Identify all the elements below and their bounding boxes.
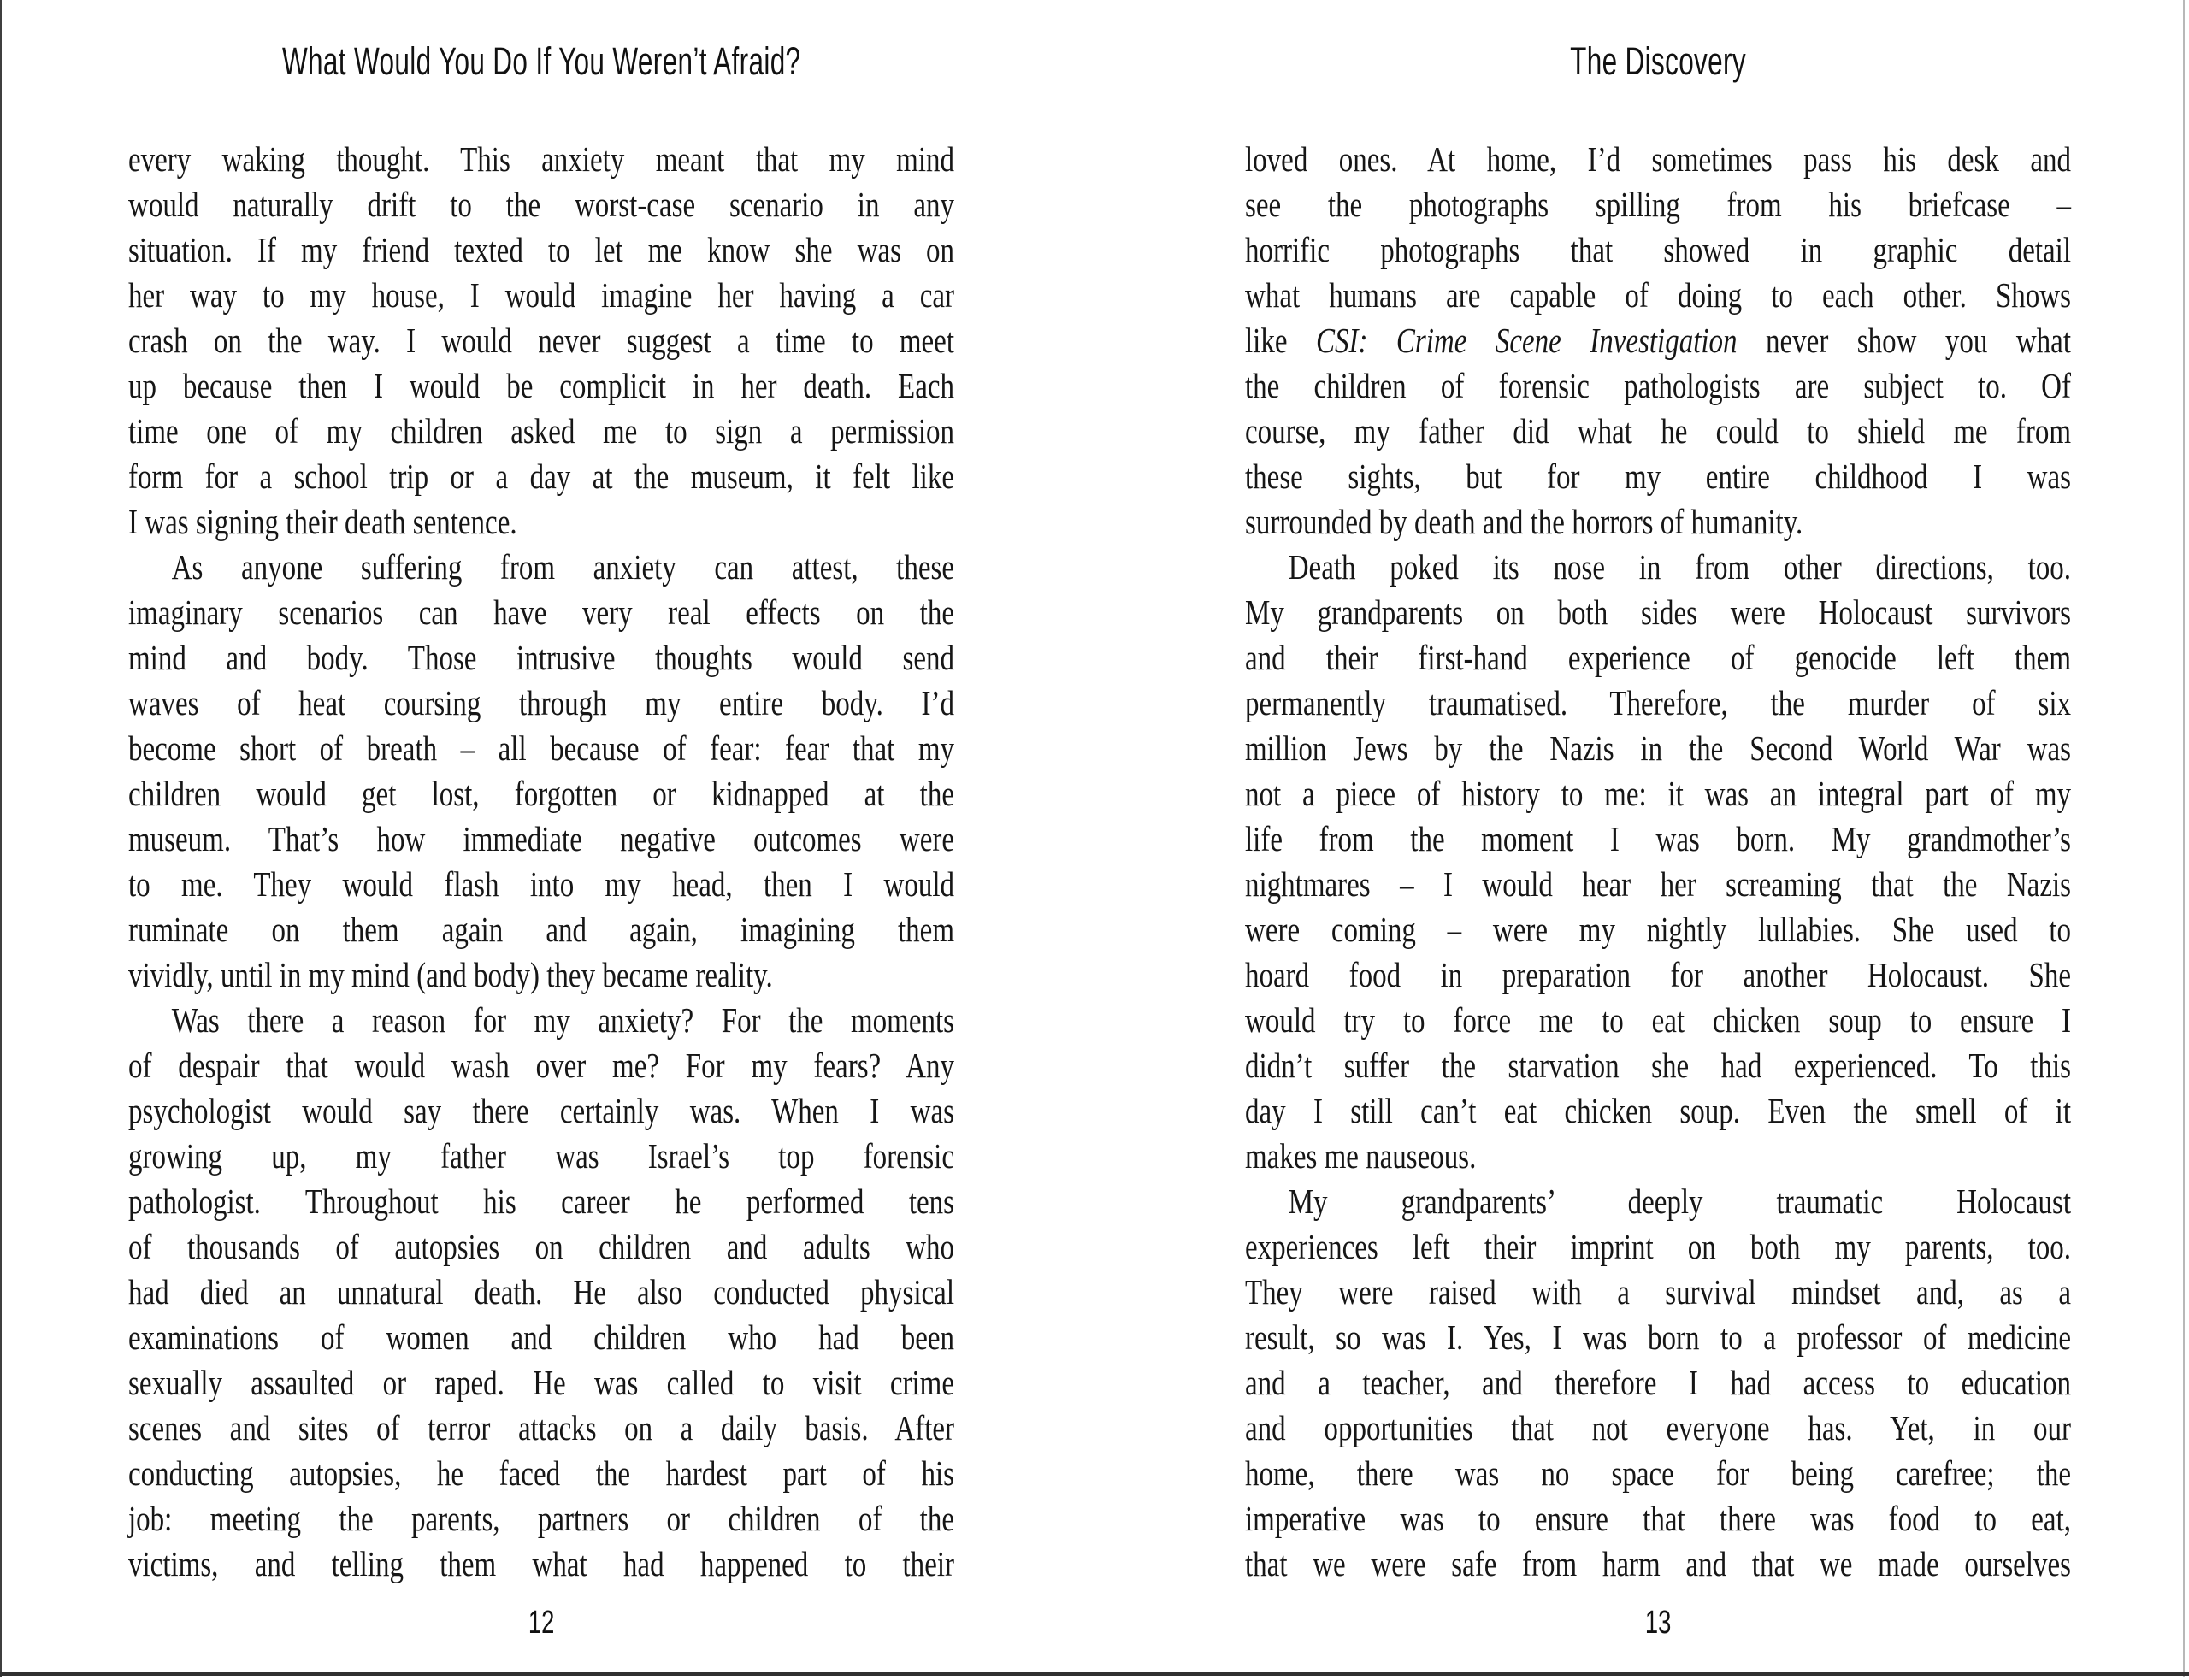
text-line: to me. They would flash into my head, then I would [128, 864, 954, 904]
text-line: would naturally drift to the worst-case scenario in any [128, 185, 954, 224]
text-line: the children of forensic pathologists are subject to. Of [1245, 366, 2071, 405]
text-line: conducting autopsies, he faced the hardest part of his [128, 1453, 954, 1493]
text-line: sexually assaulted or raped. He was called to visit crime [128, 1363, 954, 1402]
text-line: My grandparents’ deeply traumatic Holocaust [1288, 1182, 2071, 1221]
text-line: psychologist would say there certainly was. When I was [128, 1091, 954, 1130]
text-line: time one of my children asked me to sign a permission [128, 411, 954, 451]
text-line: As anyone suffering from anxiety can attest, these [171, 547, 955, 587]
text-line: I was signing their death sentence. [128, 502, 517, 541]
text-line: permanently traumatised. Therefore, the murder of six [1245, 683, 2071, 722]
text-line: had died an unnatural death. He also conducted physical [128, 1272, 954, 1312]
text-line: and a teacher, and therefore I had access to education [1245, 1363, 2071, 1402]
text-line: makes me nauseous. [1245, 1136, 1477, 1176]
text-line: pathologist. Throughout his career he performed tens [128, 1182, 954, 1221]
text-line: horrific photographs that showed in graphic detail [1245, 230, 2071, 269]
text-line: victims, and telling them what had happened to their [128, 1544, 954, 1583]
text-line: what humans are capable of doing to each other. Shows [1245, 275, 2071, 315]
text-line: hoard food in preparation for another Holocaust. She [1245, 955, 2071, 994]
text-line: life from the moment I was born. My grandmother’s [1245, 819, 2071, 858]
text-line: up because then I would be complicit in her death. Each [128, 366, 954, 405]
running-header-left-text: What Would You Do If You Weren’t Afraid? [281, 39, 801, 83]
text-line: form for a school trip or a day at the museum, it felt like [128, 457, 954, 496]
text-line: were coming – were my nightly lullabies. She used to [1245, 910, 2071, 949]
text-line: Death poked its nose in from other directions, too. [1288, 547, 2071, 587]
text-line: scenes and sites of terror attacks on a daily basis. After [128, 1408, 954, 1447]
text-line: not a piece of history to me: it was an integral part of my [1245, 774, 2071, 813]
text-line: every waking thought. This anxiety meant that my mind [128, 139, 954, 179]
page-number-right [1245, 1604, 2071, 1642]
text-line: imperative was to ensure that there was food to eat, [1245, 1499, 2071, 1538]
page-number-left-text: 12 [528, 1605, 555, 1641]
body-text-right [1245, 137, 2071, 1587]
text-line: vividly, until in my mind (and body) they became reality. [128, 955, 773, 994]
text-line: of thousands of autopsies on children and adults who [128, 1227, 954, 1266]
running-header-right-text: The Discovery [1570, 39, 1746, 83]
page-edge-left [0, 0, 2, 1677]
text-line: course, my father did what he could to shield me from [1245, 411, 2071, 451]
text-line: job: meeting the parents, partners or children of the [128, 1499, 954, 1538]
text-line: Was there a reason for my anxiety? For the moments [171, 1000, 955, 1040]
text-line: crash on the way. I would never suggest a time to meet [128, 321, 954, 360]
text-line: loved ones. At home, I’d sometimes pass his desk and [1245, 139, 2071, 179]
text-line: children would get lost, forgotten or kidnapped at the [128, 774, 954, 813]
text-line: didn’t suffer the starvation she had experienced. To this [1245, 1046, 2071, 1085]
text-line: ruminate on them again and again, imagining them [128, 910, 954, 949]
text-line: and opportunities that not everyone has. Yet, in our [1245, 1408, 2071, 1447]
body-text-left [128, 137, 954, 1587]
text-line: that we were safe from harm and that we made ourselves [1245, 1544, 2071, 1583]
text-line: examinations of women and children who had been [128, 1317, 954, 1357]
text-line: like CSI: Crime Scene Investigation never show you what [1245, 321, 2071, 360]
text-line: see the photographs spilling from his briefcase – [1245, 185, 2071, 224]
text-line: surrounded by death and the horrors of humanity. [1245, 502, 1803, 541]
text-line: home, there was no space for being carefree; the [1245, 1453, 2071, 1493]
text-line: day I still can’t eat chicken soup. Even the smell of it [1245, 1091, 2071, 1130]
text-line: experiences left their imprint on both my parents, too. [1245, 1227, 2071, 1266]
text-line: and their first-hand experience of genocide left them [1245, 638, 2071, 677]
page-edge-bottom [0, 1672, 2189, 1676]
text-line: imaginary scenarios can have very real effects on the [128, 592, 954, 632]
text-line: museum. That’s how immediate negative outcomes were [128, 819, 954, 858]
text-line: of despair that would wash over me? For my fears? Any [128, 1046, 954, 1085]
text-line: her way to my house, I would imagine her having a car [128, 275, 954, 315]
running-header-left [128, 40, 954, 83]
text-line: million Jews by the Nazis in the Second World War was [1245, 728, 2071, 768]
text-line: situation. If my friend texted to let me know she was on [128, 230, 954, 269]
text-line: nightmares – I would hear her screaming that the Nazis [1245, 864, 2071, 904]
text-line: They were raised with a survival mindset and, as a [1245, 1272, 2071, 1312]
page-edge-right [2183, 0, 2185, 1677]
text-line: My grandparents on both sides were Holocaust survivors [1245, 592, 2071, 632]
text-line: become short of breath – all because of fear: fear that my [128, 728, 954, 768]
page-number-right-text: 13 [1644, 1605, 1672, 1641]
running-header-right [1245, 40, 2071, 83]
text-line: waves of heat coursing through my entire body. I’d [128, 683, 954, 722]
text-line: result, so was I. Yes, I was born to a professor of medicine [1245, 1317, 2071, 1357]
text-line: would try to force me to eat chicken soup to ensure I [1245, 1000, 2071, 1040]
text-line: mind and body. Those intrusive thoughts would send [128, 638, 954, 677]
page-number-left [128, 1604, 954, 1642]
text-line: growing up, my father was Israel’s top forensic [128, 1136, 954, 1176]
text-line: these sights, but for my entire childhood I was [1245, 457, 2071, 496]
